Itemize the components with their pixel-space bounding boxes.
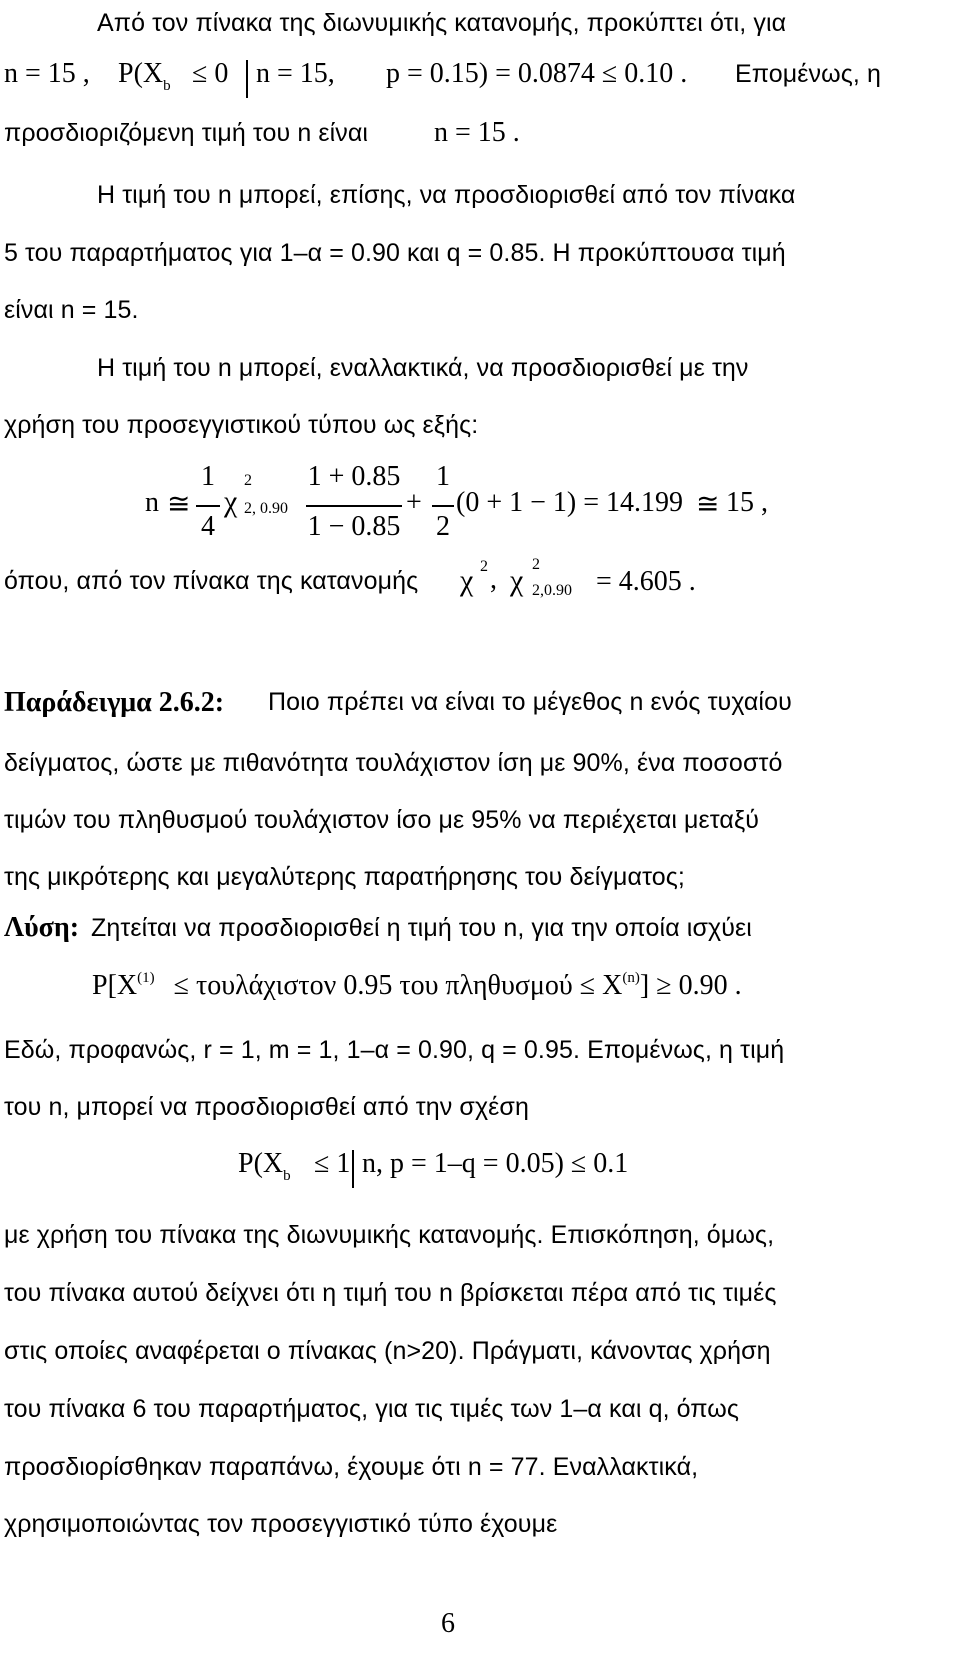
formula-n: n [145, 487, 159, 518]
text-line-5: 5 του παραρτήματος για 1–α = 0.90 και q = 0.85. Η προκύπτουσα τιμή [4, 239, 786, 267]
chi-sup-2: 2 [480, 558, 488, 575]
formula-chi-sup: 2 [244, 472, 252, 489]
solution-line-7: του πίνακα 6 του παραρτήματος, για τις τιμές των 1–α και q, όπως [4, 1395, 740, 1423]
chi-sub-3: 2,0.90 [532, 582, 572, 599]
formula-chi [224, 485, 237, 519]
example-line-3: τιμών του πληθυσμού τουλάχιστον ίσο με 95% να περιέχεται μεταξύ [4, 806, 760, 834]
math-n-15-result: n = 15 . [434, 117, 520, 148]
math-p-xb [118, 58, 171, 94]
example-text-1: Ποιο πρέπει να είναι το μέγεθος n ενός τυχαίου [268, 688, 792, 716]
solution-line-4: με χρήση του πίνακα της διωνυμικής κατανομής. Επισκόπηση, όμως, [4, 1221, 775, 1249]
example-line-2: δείγματος, ώστε με πιθανότητα τουλάχιστον ίση με 90%, ένα ποσοστό [4, 749, 783, 777]
example-line-4: της μικρότερης και μεγαλύτερης παρατήρησης του δείγματος; [4, 863, 685, 891]
formula-result: 15 , [726, 487, 768, 518]
text-therefore: Επομένως, η [735, 60, 881, 88]
solution-line-1: Ζητείται να προσδιορισθεί η τιμή του n, για την οποία ισχύει [91, 914, 752, 942]
solution-line-2: Εδώ, προφανώς, r = 1, m = 1, 1–α = 0.90, q = 0.95. Επομένως, η τιμή [4, 1036, 785, 1064]
formula-approx-sign: ≅ [167, 489, 191, 520]
formula-plus: + [406, 487, 422, 518]
math-sub-b: b [163, 78, 171, 94]
text-line-1: Από τον πίνακα της διωνυμικής κατανομής, προκύπτει ότι, για [97, 9, 787, 37]
sf2-conditional-bar [352, 1150, 354, 1188]
math-n-equals-15: n = 15 , [4, 58, 90, 89]
chi-symbol-2: χ [460, 564, 474, 597]
solution-line-3: του n, μπορεί να προσδιορισθεί από την σχέση [4, 1093, 529, 1121]
frac1-bar [196, 505, 220, 507]
example-label: Παράδειγμα 2.6.2: [4, 687, 225, 718]
text-line-7: Η τιμή του n μπορεί, εναλλακτικά, να προσδιορισθεί με την [97, 354, 749, 382]
formula-approx-sign-2: ≅ [696, 489, 720, 520]
solution-line-8: προσδιορίσθηκαν παραπάνω, έχουμε ότι n = 77. Εναλλακτικά, [4, 1453, 699, 1481]
text-line-3: προσδιοριζόμενη τιμή του n είναι [4, 119, 369, 147]
sf1-sup-1: (1) [137, 970, 155, 986]
sf2-sub-b: b [283, 1168, 291, 1184]
sf1-p-x: P[X [92, 970, 138, 1001]
chi-value: = 4.605 . [596, 566, 696, 597]
math-p-value: p = 0.15) = 0.0874 ≤ 0.10 . [386, 58, 688, 89]
solution-line-6: στις οποίες αναφέρεται ο πίνακας (n>20). Πράγματι, κάνοντας χρήση [4, 1337, 771, 1365]
solution-formula-1 [92, 970, 742, 1002]
chi-sup-3: 2 [532, 556, 540, 573]
text-line-8: χρήση του προσεγγιστικού τύπου ως εξής: [4, 411, 479, 439]
frac1-denominator: 4 [201, 511, 215, 542]
sf2-p-x: P(X [238, 1148, 284, 1179]
chi-symbol-3: χ [510, 564, 524, 597]
solution-label: Λύση: [4, 912, 80, 943]
math-p-x: P(X [118, 58, 164, 89]
solution-line-5: του πίνακα αυτού δείχνει ότι η τιμή του n βρίσκεται πέρα από τις τιμές [4, 1279, 777, 1307]
math-leq-0: ≤ 0 [192, 58, 229, 89]
chi-symbol: χ [224, 485, 238, 518]
sf1-middle: ≤ τουλάχιστον 0.95 του πληθυσμού ≤ X [173, 970, 623, 1001]
frac3-numerator: 1 [436, 461, 450, 492]
sf1-sup-n: (n) [622, 970, 640, 986]
text-line-6: είναι n = 15. [4, 296, 139, 324]
sf2-tail: n, p = 1–q = 0.05) ≤ 0.1 [362, 1148, 629, 1179]
example-line-1 [4, 686, 224, 719]
sf2-leq-1: ≤ 1 [314, 1148, 351, 1179]
frac3-denominator: 2 [436, 511, 450, 542]
formula-tail: (0 + 1 − 1) = 14.199 [456, 487, 684, 518]
frac1-numerator: 1 [201, 461, 215, 492]
solution-formula-2-a [238, 1148, 291, 1184]
text-line-9: όπου, από τον πίνακα της κατανομής [4, 567, 419, 595]
frac2-denominator: 1 − 0.85 [307, 511, 401, 542]
math-n-15: n = 15, [256, 58, 335, 89]
frac2-numerator: 1 + 0.85 [307, 461, 401, 492]
sf1-tail: ] ≥ 0.90 . [639, 970, 742, 1001]
text-line-4: Η τιμή του n μπορεί, επίσης, να προσδιορισθεί από τον πίνακα [97, 181, 796, 209]
frac3-bar [432, 505, 454, 507]
solution-line-9: χρησιμοποιώντας τον προσεγγιστικό τύπο έχουμε [4, 1510, 558, 1538]
conditional-bar [246, 60, 248, 98]
formula-chi-sub: 2, 0.90 [244, 500, 288, 517]
chi-comma: , [490, 564, 497, 595]
frac2-bar [306, 505, 402, 507]
page-number: 6 [441, 1608, 455, 1639]
